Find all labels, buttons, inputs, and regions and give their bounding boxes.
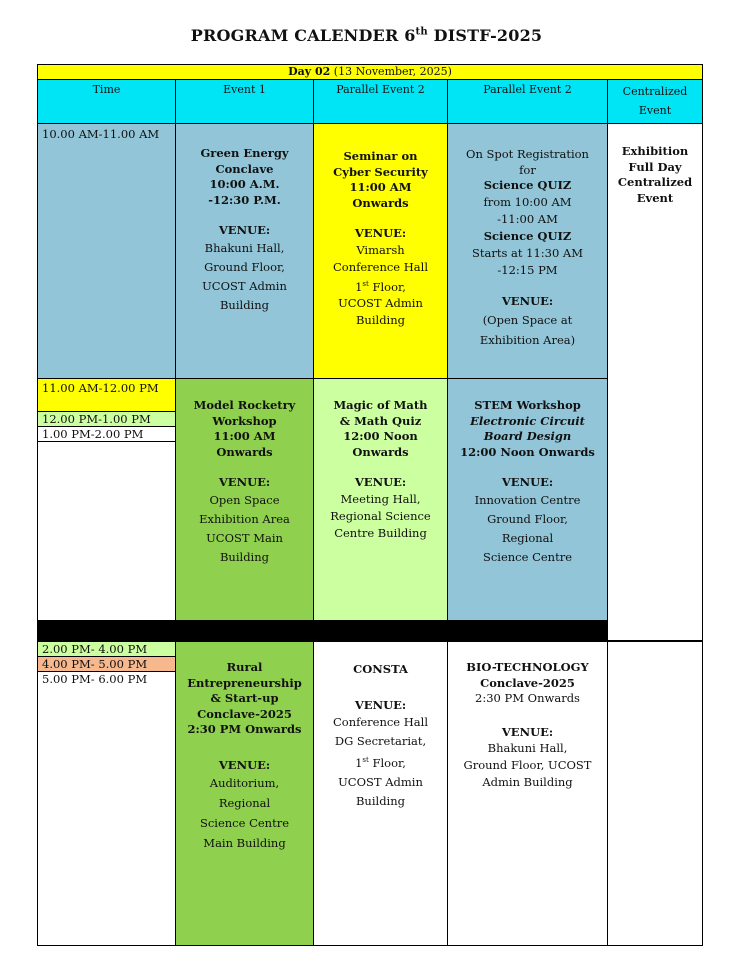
column-header-event-1: Event 1 [175,79,314,124]
event-biotechnology: BIO-TECHNOLOGY Conclave-2025 2:30 PM Onwards VENUE: Bhakuni Hall, Ground Floor, UCOST Admin Building [447,641,608,946]
event-rural-entrepreneurship: Rural Entrepreneurship & Start-up Conclave-2025 2:30 PM Onwards VENUE: Auditorium, Regional Science Centre Main Building [175,641,314,946]
event-green-energy: Green Energy Conclave 10:00 A.M. -12:30 P.M. VENUE: Bhakuni Hall, Ground Floor, UCOST Admin Building [175,123,314,379]
time-cell-block-1 [37,123,176,379]
time-slot: 5.00 PM- 6.00 PM [42,672,148,686]
event-consta: CONSTA VENUE: Conference Hall DG Secretariat, 1st Floor, UCOST Admin Building [313,641,448,946]
time-slot: 2.00 PM- 4.00 PM [38,642,175,657]
time-slot: 4.00 PM- 5.00 PM [38,657,175,672]
event-science-quiz: On Spot Registration for Science QUIZ from 10:00 AM -11:00 AM Science QUIZ Starts at 11:30 AM -12:15 PM VENUE: (Open Space at Exhibition Area) [447,123,608,379]
time-cell-block-3 [37,641,176,946]
event-cyber-security: Seminar on Cyber Security 11:00 AM Onwards VENUE: Vimarsh Conference Hall 1st Floor, UCOST Admin Building [313,123,448,379]
column-header-parallel-event-a: Parallel Event 2 [313,79,448,124]
lunch-divider [37,620,608,642]
event-exhibition: Exhibition Full Day Centralized Event [607,123,703,641]
time-slot: 12.00 PM-1.00 PM [38,412,175,427]
column-header-centralized: Centralized Event [607,79,703,124]
event-model-rocketry: Model Rocketry Workshop 11:00 AM Onwards VENUE: Open Space Exhibition Area UCOST Main Building [175,378,314,621]
day-header: Day 02 (13 November, 2025) [37,64,703,80]
time-slot: 10.00 AM-11.00 AM [42,127,160,141]
event-magic-of-math: Magic of Math & Math Quiz 12:00 Noon Onwards VENUE: Meeting Hall, Regional Science Centre Building [313,378,448,621]
column-header-time: Time [37,79,176,124]
event-stem-workshop: STEM Workshop Electronic Circuit Board Design 12:00 Noon Onwards VENUE: Innovation Centre Ground Floor, Regional Science Centre [447,378,608,621]
time-slot: 11.00 AM-12.00 PM [38,379,175,412]
time-slot: 1.00 PM-2.00 PM [38,427,175,442]
centralized-empty-cell [607,641,703,946]
time-cell-block-2 [37,378,176,621]
page-title: PROGRAM CALENDER 6th DISTF-2025 [190,26,543,45]
column-header-parallel-event-b: Parallel Event 2 [447,79,608,124]
